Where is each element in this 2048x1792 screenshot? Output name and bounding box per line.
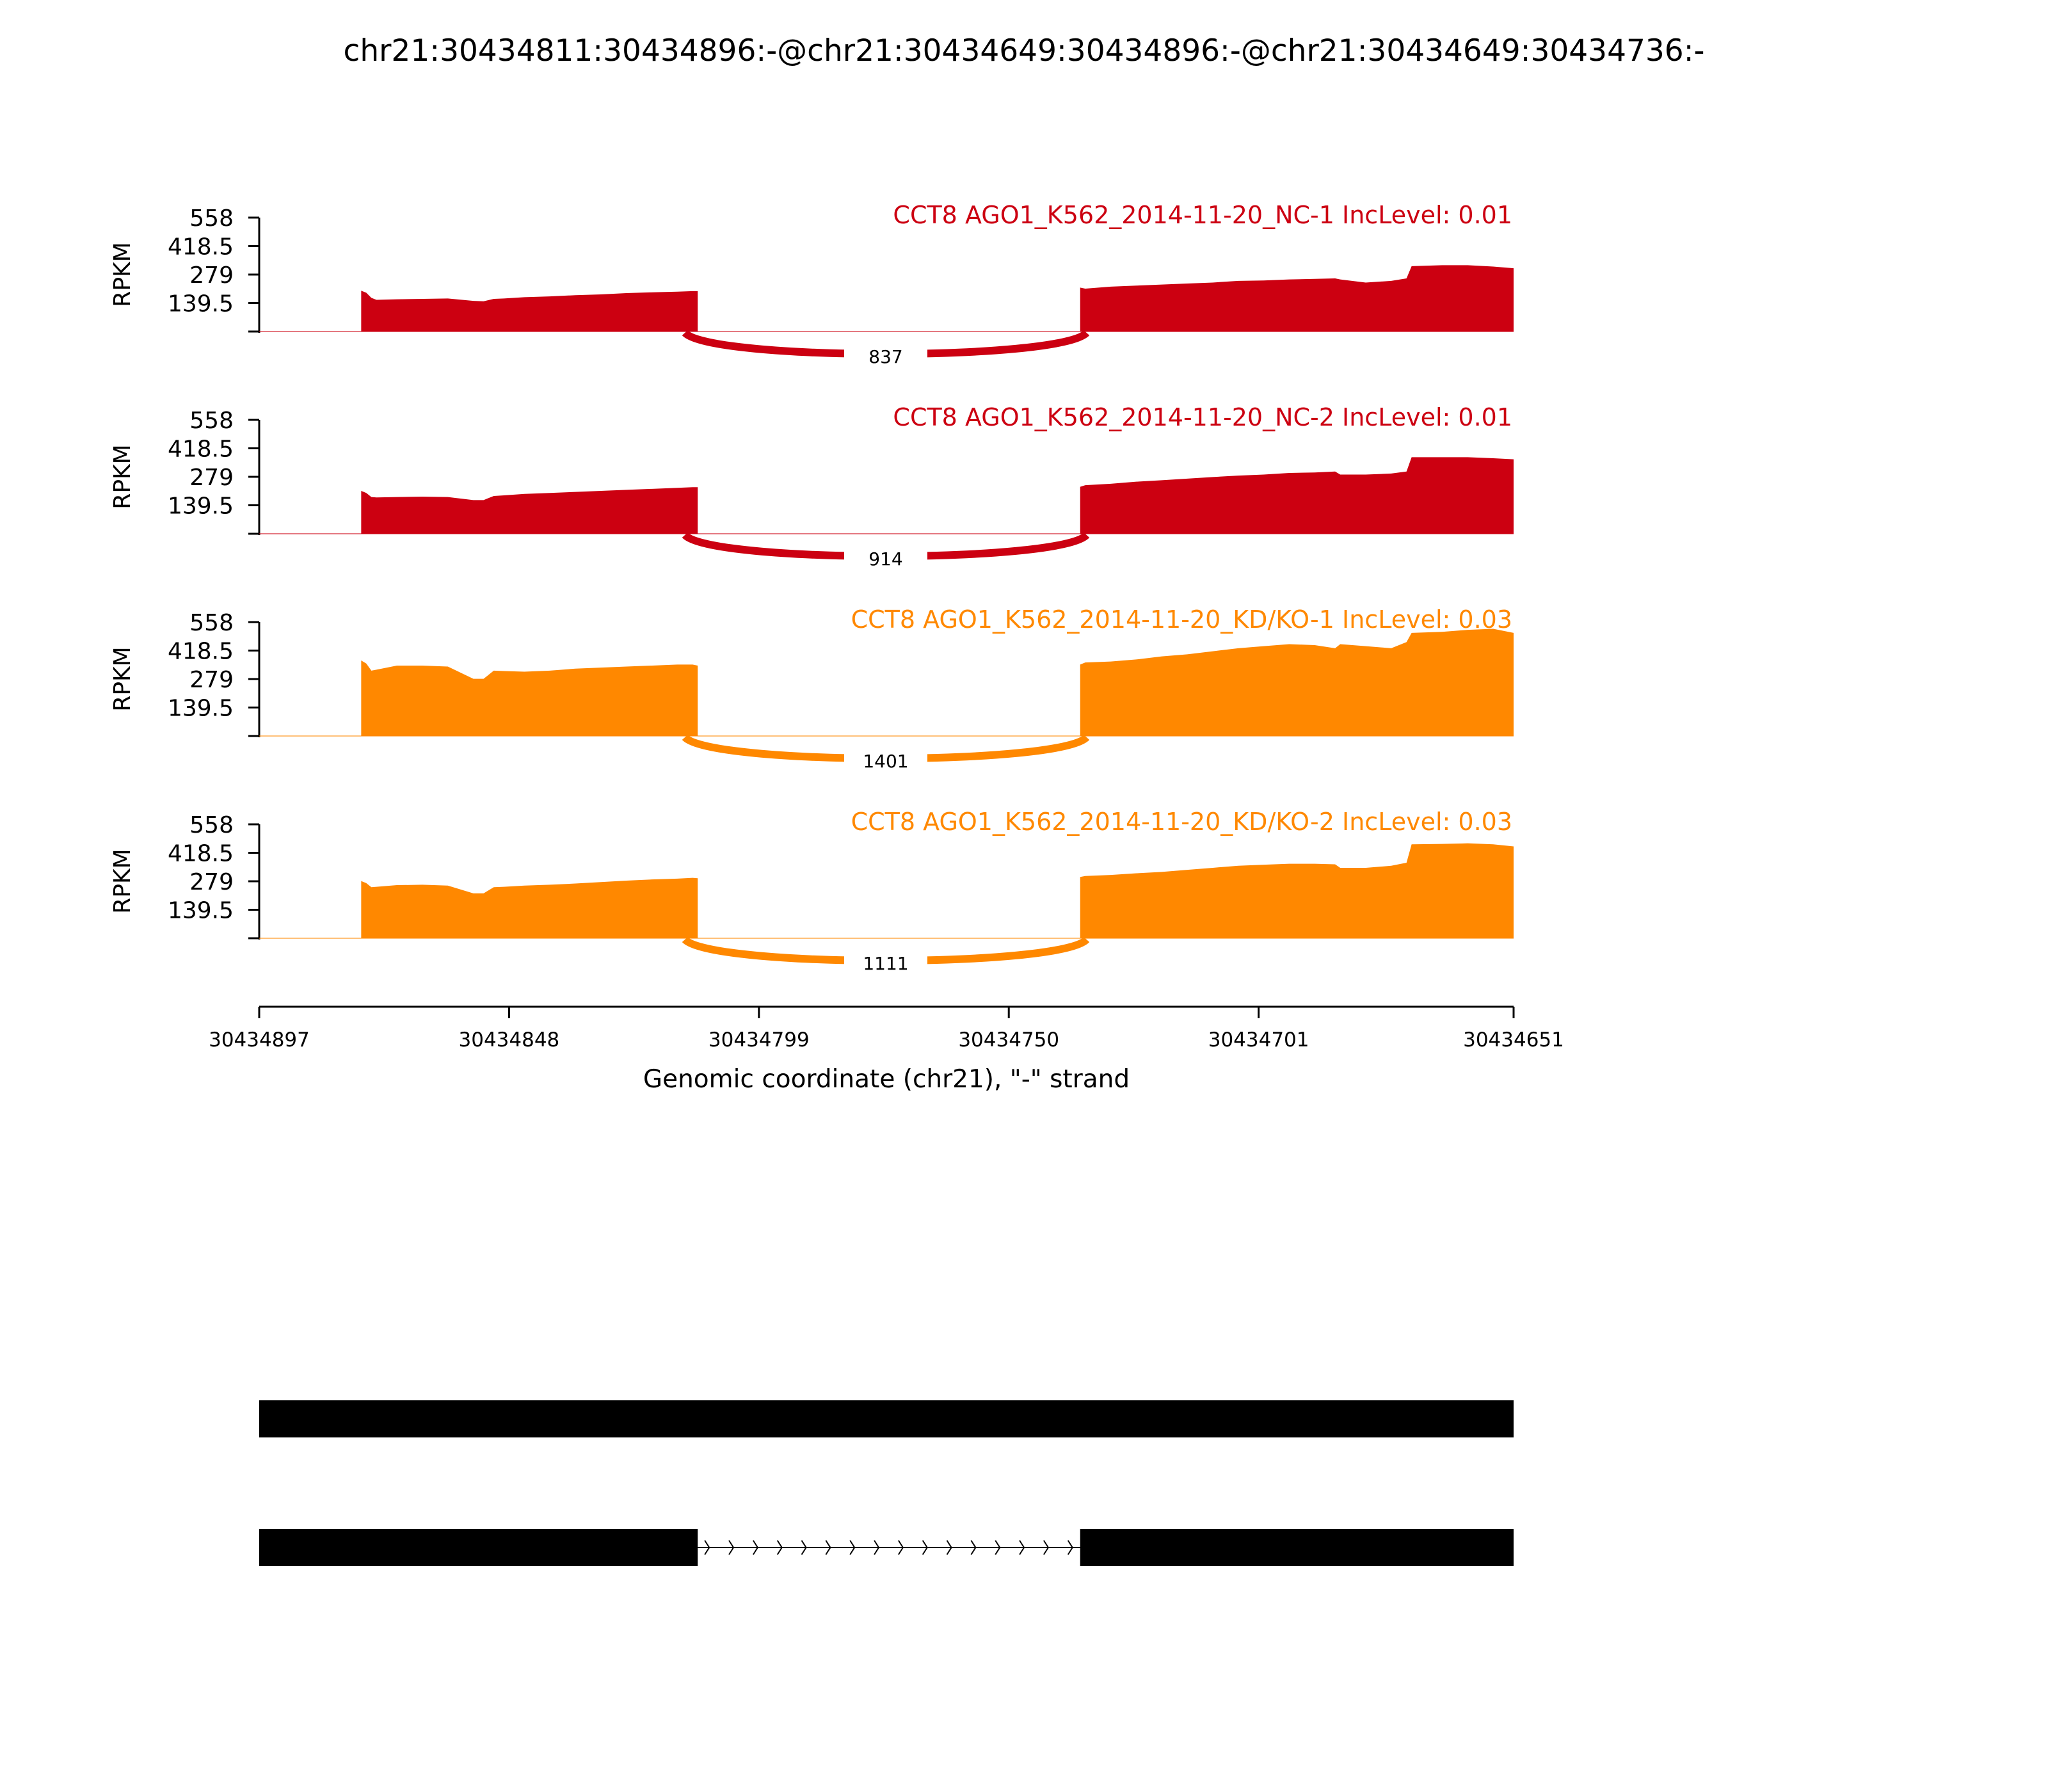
panel-title: CCT8 AGO1_K562_2014-11-20_NC-2 IncLevel: 0.01 bbox=[893, 403, 1512, 431]
y-tick-label: 418.5 bbox=[167, 840, 234, 867]
y-tick-label: 139.5 bbox=[167, 493, 234, 520]
coverage-area bbox=[361, 487, 698, 534]
y-tick-label: 279 bbox=[189, 869, 234, 895]
y-tick-label: 558 bbox=[189, 812, 234, 838]
y-tick-label: 279 bbox=[189, 667, 234, 693]
coverage-area bbox=[361, 878, 698, 938]
y-tick-label: 418.5 bbox=[167, 234, 234, 260]
junction-count-label: 1111 bbox=[863, 953, 909, 974]
panel-title: CCT8 AGO1_K562_2014-11-20_KD/KO-2 IncLevel: 0.03 bbox=[851, 808, 1512, 836]
y-tick-label: 558 bbox=[189, 205, 234, 232]
coverage-area bbox=[1080, 844, 1514, 938]
junction-count-label: 837 bbox=[868, 346, 903, 367]
chart-title: chr21:30434811:30434896:-@chr21:30434649:30434896:-@chr21:30434649:30434736:- bbox=[343, 33, 1705, 68]
x-tick-label: 30434651 bbox=[1463, 1028, 1564, 1052]
exon-block bbox=[259, 1400, 1514, 1437]
x-tick-label: 30434750 bbox=[958, 1028, 1060, 1052]
y-tick-label: 558 bbox=[189, 610, 234, 636]
gene-model-isoform-1 bbox=[259, 1400, 1514, 1437]
panel-title: CCT8 AGO1_K562_2014-11-20_NC-1 IncLevel: 0.01 bbox=[893, 201, 1512, 229]
y-tick-label: 558 bbox=[189, 408, 234, 434]
coverage-panels bbox=[109, 201, 1514, 975]
x-tick-label: 30434799 bbox=[708, 1028, 810, 1052]
y-tick-label: 139.5 bbox=[167, 897, 234, 924]
panel-title: CCT8 AGO1_K562_2014-11-20_KD/KO-1 IncLevel: 0.03 bbox=[851, 605, 1512, 634]
y-tick-label: 139.5 bbox=[167, 695, 234, 722]
coverage-area bbox=[361, 291, 698, 332]
x-axis-ticks bbox=[209, 1007, 1564, 1052]
coverage-area bbox=[1080, 265, 1514, 332]
junction-count-label: 914 bbox=[868, 548, 903, 570]
coverage-panel bbox=[109, 605, 1514, 773]
exon-block bbox=[259, 1529, 698, 1566]
y-tick-label: 418.5 bbox=[167, 436, 234, 463]
y-axis-label: RPKM bbox=[109, 444, 136, 509]
y-axis-label: RPKM bbox=[109, 242, 136, 307]
coverage-panel bbox=[109, 201, 1514, 369]
x-axis bbox=[209, 1007, 1564, 1094]
coverage-area bbox=[361, 660, 698, 736]
junction-count-label: 1401 bbox=[863, 751, 909, 772]
y-axis-label: RPKM bbox=[109, 646, 136, 712]
x-tick-label: 30434897 bbox=[209, 1028, 310, 1052]
y-tick-label: 279 bbox=[189, 262, 234, 289]
coverage-panel bbox=[109, 808, 1514, 975]
coverage-area bbox=[1080, 457, 1514, 534]
coverage-area bbox=[1080, 629, 1514, 736]
gene-models bbox=[259, 1400, 1514, 1566]
x-tick-label: 30434848 bbox=[458, 1028, 560, 1052]
y-tick-label: 279 bbox=[189, 465, 234, 491]
x-axis-label: Genomic coordinate (chr21), "-" strand bbox=[643, 1065, 1130, 1094]
gene-model-isoform-2 bbox=[259, 1529, 1514, 1566]
x-tick-label: 30434701 bbox=[1208, 1028, 1309, 1052]
y-axis-label: RPKM bbox=[109, 849, 136, 914]
exon-block bbox=[1080, 1529, 1514, 1566]
y-tick-label: 139.5 bbox=[167, 291, 234, 317]
coverage-panel bbox=[109, 403, 1514, 571]
y-tick-label: 418.5 bbox=[167, 638, 234, 665]
